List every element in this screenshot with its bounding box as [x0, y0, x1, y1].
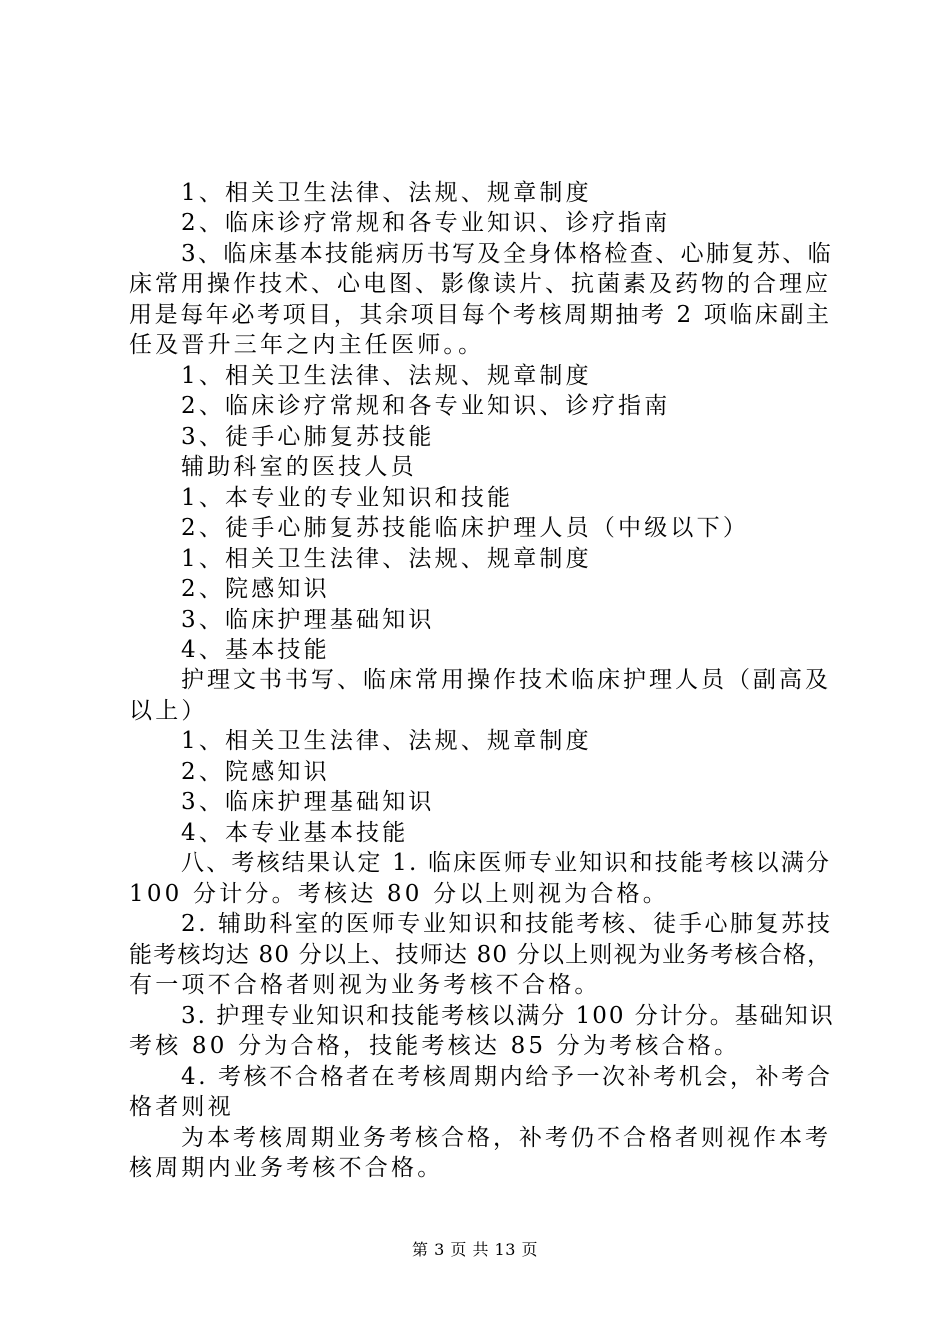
text-line-23: 八、考核结果认定 1. 临床医师专业知识和技能考核以满分 [181, 850, 832, 876]
text-line-32: 为本考核周期业务考核合格，补考仍不合格者则视作本考 [181, 1125, 831, 1151]
text-line-18: 以上） [129, 698, 208, 724]
text-line-31: 格者则视 [129, 1094, 234, 1120]
text-line-1: 1、相关卫生法律、法规、规章制度 [181, 180, 592, 206]
text-line-5: 用是每年必考项目，其余项目每个考核周期抽考 2 项临床副主 [129, 302, 832, 328]
text-line-29: 考核 80 分为合格，技能考核达 85 分为考核合格。 [129, 1033, 741, 1059]
text-line-8: 2、临床诊疗常规和各专业知识、诊疗指南 [181, 393, 671, 419]
text-line-4: 床常用操作技术、心电图、影像读片、抗菌素及药物的合理应 [129, 271, 831, 297]
text-line-17: 护理文书书写、临床常用操作技术临床护理人员（副高及 [181, 667, 831, 693]
text-line-27: 有一项不合格者则视为业务考核不合格。 [129, 972, 601, 998]
text-line-33: 核周期内业务考核不合格。 [129, 1155, 444, 1181]
text-line-9: 3、徒手心肺复苏技能 [181, 424, 435, 450]
text-line-16: 4、基本技能 [181, 637, 330, 663]
text-line-2: 2、临床诊疗常规和各专业知识、诊疗指南 [181, 210, 671, 236]
text-line-14: 2、院感知识 [181, 576, 330, 602]
page-number-footer: 第 3 页 共 13 页 [412, 1240, 538, 1259]
text-line-24: 100 分计分。考核达 80 分以上则视为合格。 [129, 881, 669, 907]
text-line-11: 1、本专业的专业知识和技能 [181, 485, 514, 511]
text-line-13: 1、相关卫生法律、法规、规章制度 [181, 546, 592, 572]
text-line-3: 3、临床基本技能病历书写及全身体格检查、心肺复苏、临 [181, 241, 834, 267]
text-line-12: 2、徒手心肺复苏技能临床护理人员（中级以下） [181, 515, 750, 541]
text-line-25: 2. 辅助科室的医师专业知识和技能考核、徒手心肺复苏技 [181, 911, 833, 937]
text-line-20: 2、院感知识 [181, 759, 330, 785]
text-line-26: 能考核均达 80 分以上、技师达 80 分以上则视为业务考核合格， [129, 942, 832, 968]
text-line-7: 1、相关卫生法律、法规、规章制度 [181, 363, 592, 389]
text-line-22: 4、本专业基本技能 [181, 820, 409, 846]
text-line-15: 3、临床护理基础知识 [181, 607, 435, 633]
text-line-6: 任及晋升三年之内主任医师。。 [129, 332, 485, 358]
text-line-21: 3、临床护理基础知识 [181, 789, 435, 815]
text-line-19: 1、相关卫生法律、法规、规章制度 [181, 728, 592, 754]
text-line-10: 辅助科室的医技人员 [181, 454, 417, 480]
text-line-28: 3. 护理专业知识和技能考核以满分 100 分计分。基础知识 [181, 1003, 835, 1029]
text-line-30: 4. 考核不合格者在考核周期内给予一次补考机会，补考合 [181, 1064, 833, 1090]
